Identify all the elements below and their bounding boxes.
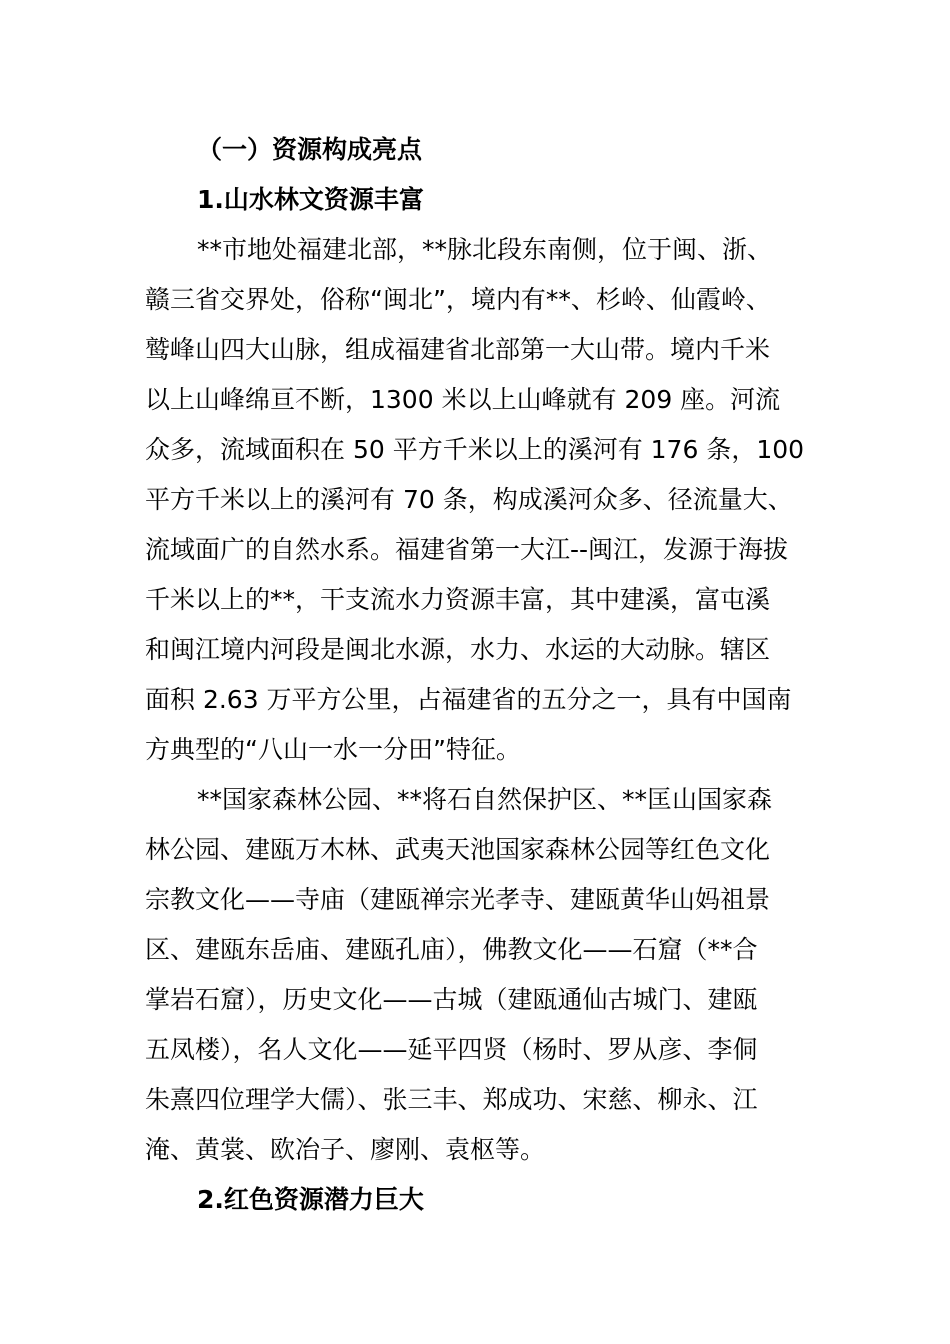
paragraph-line: 面积 2.63 万平方公里，占福建省的五分之一，具有中国南 [145,685,792,714]
document-body [145,125,810,1225]
subsection-title-2: 2.红色资源潜力巨大 [197,1185,424,1214]
paragraph-line: **市地处福建北部，**脉北段东南侧，位于闽、浙、 [197,235,773,264]
paragraph-line: 千米以上的**，干支流水力资源丰富，其中建溪，富屯溪 [145,585,771,614]
paragraph-line: 赣三省交界处，俗称“闽北”，境内有**、杉岭、仙霞岭、 [145,285,771,314]
paragraph-line: 平方千米以上的溪河有 70 条，构成溪河众多、径流量大、 [145,485,793,514]
paragraph-line: 五凤楼），名人文化——延平四贤（杨时、罗从彦、李侗 [145,1035,758,1064]
paragraph-line: 以上山峰绵亘不断，1300 米以上山峰就有 209 座。河流 [145,385,781,414]
paragraph-line: 流域面广的自然水系。福建省第一大江--闽江，发源于海拔 [145,535,789,564]
paragraph-line: **国家森林公园、**将石自然保护区、**匡山国家森 [197,785,773,814]
paragraph-line: 众多，流域面积在 50 平方千米以上的溪河有 176 条，100 [145,435,805,464]
section-title: （一）资源构成亮点 [197,135,423,164]
paragraph-line: 和闽江境内河段是闽北水源，水力、水运的大动脉。辖区 [145,635,771,664]
paragraph-line: 林公园、建瓯万木林、武夷天池国家森林公园等红色文化 [145,835,771,864]
paragraph-line: 朱熹四位理学大儒）、张三丰、郑成功、宋慈、柳永、江 [145,1085,758,1114]
paragraph-2 [145,775,810,1175]
paragraph-line: 掌岩石窟），历史文化——古城（建瓯通仙古城门、建瓯 [145,985,758,1014]
paragraph-line: 宗教文化——寺庙（建瓯禅宗光孝寺、建瓯黄华山妈祖景 [145,885,771,914]
paragraph-line: 区、建瓯东岳庙、建瓯孔庙），佛教文化——石窟（**合 [145,935,758,964]
paragraph-1 [145,225,810,775]
paragraph-line: 鹫峰山四大山脉，组成福建省北部第一大山带。境内千米 [145,335,771,364]
subsection-title-1: 1.山水林文资源丰富 [197,185,424,214]
paragraph-line: 方典型的“八山一水一分田”特征。 [145,735,521,764]
paragraph-line: 淹、黄裳、欧冶子、廖刚、袁枢等。 [145,1135,546,1164]
